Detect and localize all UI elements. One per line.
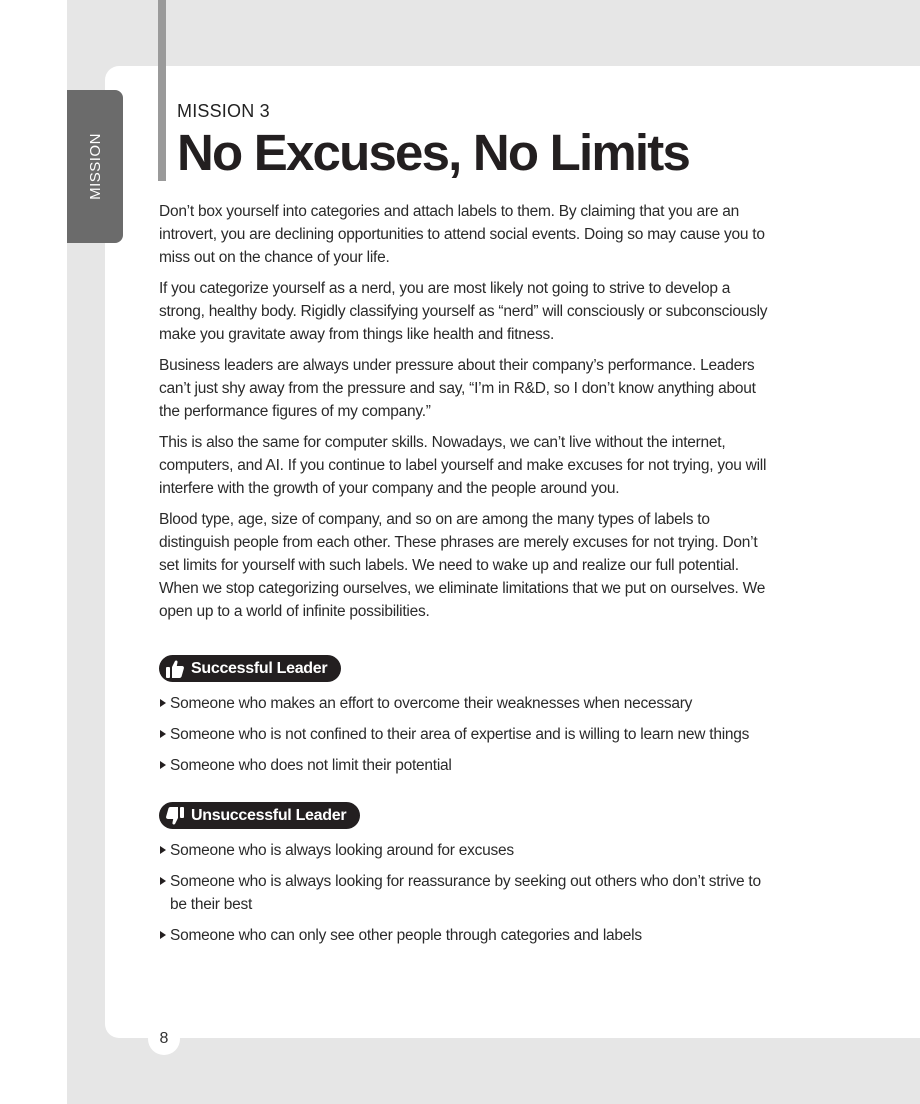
bullet-arrow-icon [160,761,166,769]
list-item-text: Someone who can only see other people through categories and labels [170,926,642,944]
thumbs-down-icon [165,806,185,826]
paragraph: Business leaders are always under pressure about their company’s performance. Leaders can’t just shy away from the pressure and say, “I’m in R&D, so I don’t know anything about the performance figures of my company.” [159,357,756,420]
paragraph: If you categorize yourself as a nerd, you are most likely not going to strive to develop a strong, healthy body. Rigidly classifying yourself as “nerd” will consciously or subconsciously make you gravitate away from things like health and fitness. [159,280,768,343]
list-item [159,692,769,715]
successful-leader-section [159,655,769,785]
successful-leader-label: Successful Leader [191,659,328,677]
list-item-text: Someone who is always looking around for excuses [170,841,514,859]
unsuccessful-leader-section [159,802,769,955]
list-item [159,723,769,746]
list-item [159,754,769,777]
list-item [159,870,769,916]
paragraph: This is also the same for computer skills. Nowadays, we can’t live without the internet, computers, and AI. If you continue to label yourself and make excuses for not trying, you will interfere with the growth of your company and the people around you. [159,434,767,497]
unsuccessful-leader-list [159,839,769,947]
successful-leader-list [159,692,769,777]
page-number: 8 [148,1023,180,1055]
thumbs-up-icon [165,659,185,679]
bullet-arrow-icon [160,846,166,854]
list-item-text: Someone who is not confined to their area of expertise and is willing to learn new things [170,725,750,743]
unsuccessful-leader-label: Unsuccessful Leader [191,806,347,824]
bullet-arrow-icon [160,931,166,939]
unsuccessful-leader-heading [159,802,360,829]
list-item-text: Someone who makes an effort to overcome their weaknesses when necessary [170,694,693,712]
list-item [159,924,769,947]
side-tab-label: MISSION [86,133,104,200]
bullet-arrow-icon [160,730,166,738]
list-item-text: Someone who is always looking for reassurance by seeking out others who don’t strive to be their best [170,872,761,913]
side-tab [67,90,123,243]
page-title: No Excuses, No Limits [177,124,690,181]
bullet-arrow-icon [160,877,166,885]
paragraph: Blood type, age, size of company, and so on are among the many types of labels to distinguish people from each other. These phrases are merely excuses for not trying. Don’t set limits for yourself with such labels. We need to wake up and realize our full potential. When we stop categorizing ourselves, we eliminate limitations that we put on ourselves. We open up to a world of infinite possibilities. [159,511,766,620]
accent-bar [158,0,166,181]
body-text [159,200,769,631]
successful-leader-heading [159,655,341,682]
list-item [159,839,769,862]
list-item-text: Someone who does not limit their potential [170,756,452,774]
mission-label: MISSION 3 [177,101,270,121]
paragraph: Don’t box yourself into categories and attach labels to them. By claiming that you are an introvert, you are declining opportunities to attend social events. Doing so may cause you to miss out on the chance of your life. [159,203,765,266]
bullet-arrow-icon [160,699,166,707]
